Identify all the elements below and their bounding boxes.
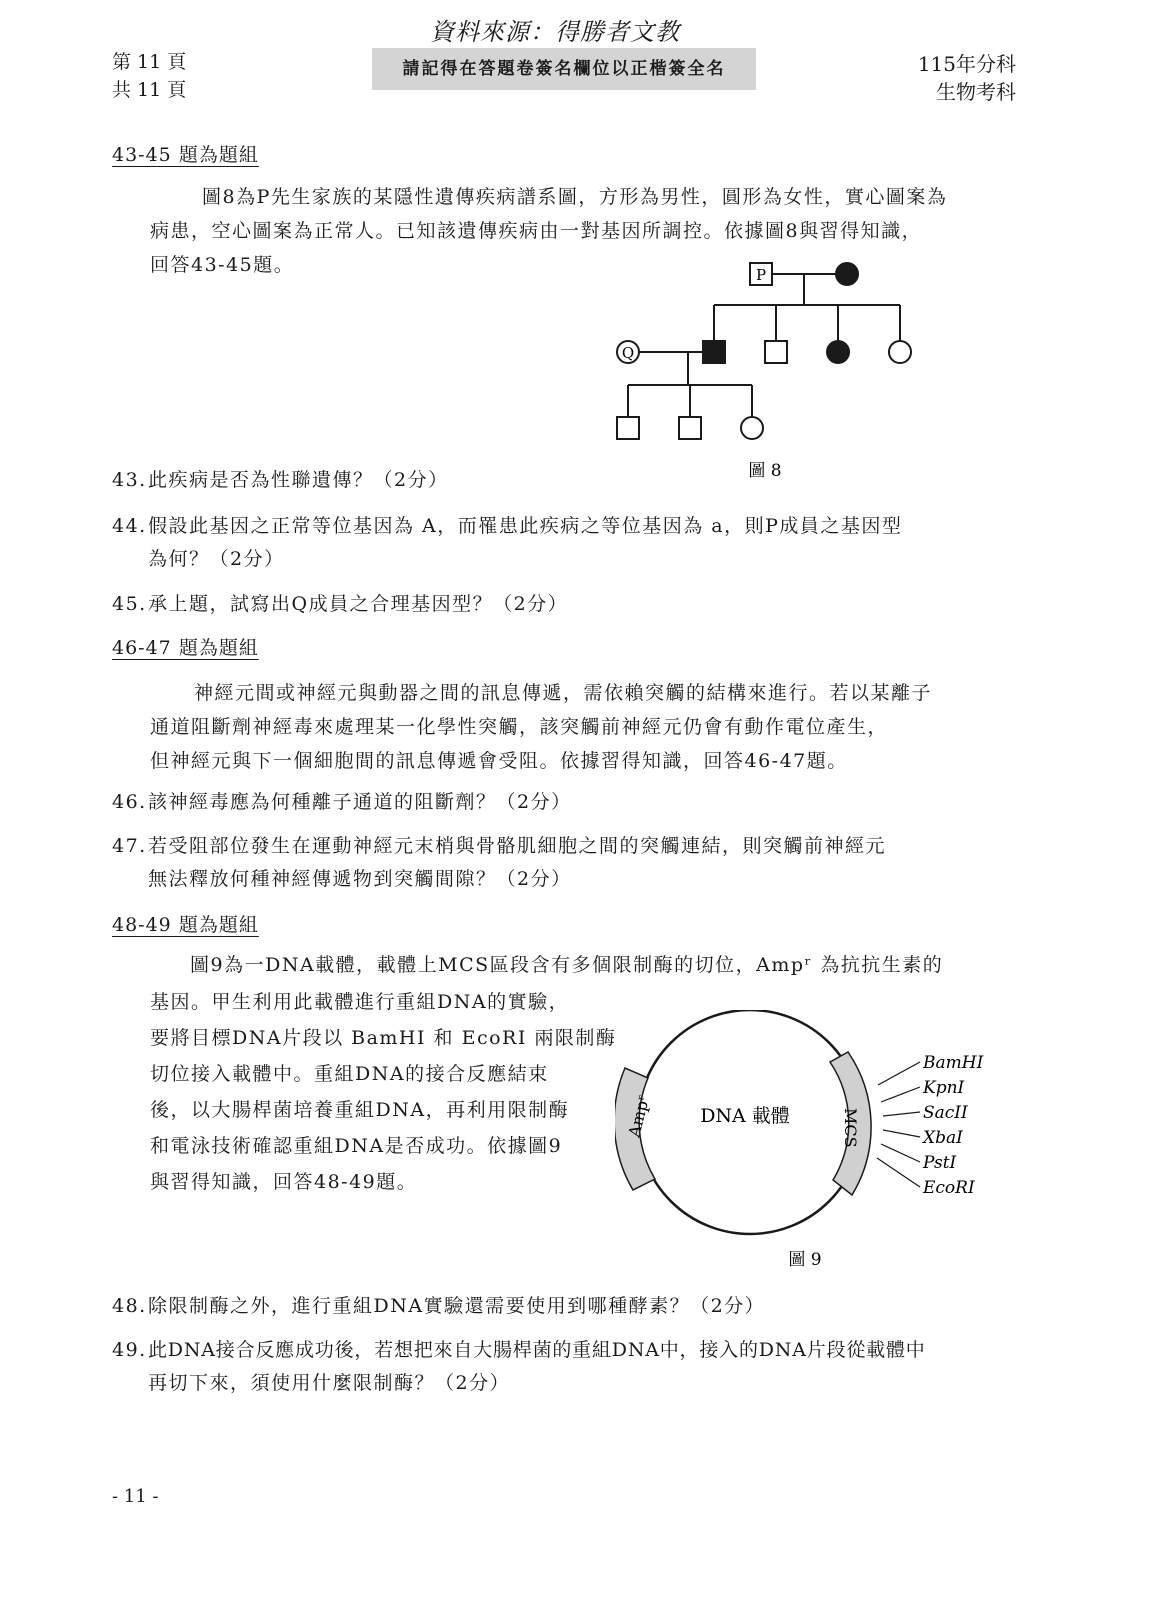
question-text: 承上題，試寫出Q成員之合理基因型？（2分） (148, 593, 569, 615)
question-text: 假設此基因之正常等位基因為 A，而罹患此疾病之等位基因為 a，則P成員之基因型 (148, 515, 903, 537)
question-43 (112, 464, 1022, 497)
group-title-46-47: 46-47 題為題組 (112, 637, 259, 659)
amp-label: Ampʳ (624, 1093, 654, 1139)
question-text: 再切下來，須使用什麼限制酶？（2分） (148, 1372, 511, 1394)
exam-line: 115年分科 (917, 52, 1016, 76)
pedigree-figure-8 (600, 255, 940, 485)
question-text: 若受阻部位發生在運動神經元末梢與骨骼肌細胞之間的突觸連結，則突觸前神經元 (148, 835, 887, 857)
pedigree-affected-male (703, 341, 725, 363)
plasmid-figure-9 (615, 1010, 1015, 1270)
exam-info (918, 50, 1016, 106)
intro-line: 回答43-45題。 (150, 254, 295, 276)
group-title-43-45: 43-45 題為題組 (112, 144, 259, 166)
source-note: 資料來源：得勝者文教 (430, 18, 680, 46)
intro-line: 神經元間或神經元與動器之間的訊息傳遞，需依賴突觸的結構來進行。若以某離子 (194, 682, 933, 704)
question-text: 此DNA接合反應成功後，若想把來自大腸桿菌的重組DNA中，接入的DNA片段從載體中 (148, 1339, 926, 1361)
question-text: 為何？（2分） (148, 548, 285, 570)
intro-line: 後，以大腸桿菌培養重組DNA，再利用限制酶 (150, 1099, 570, 1121)
pedigree-label-p: P (755, 266, 767, 284)
page-indicator (112, 48, 186, 104)
intro-line: 切位接入載體中。重組DNA的接合反應結束 (150, 1063, 549, 1085)
group-intro-46-47 (150, 676, 1030, 778)
intro-line: 通道阻斷劑神經毒來處理某一化學性突觸，該突觸前神經元仍會有動作電位產生， (150, 716, 889, 738)
group-intro-48-49 (150, 984, 620, 1200)
intro-line: 要將目標DNA片段以 BamHI 和 EcoRI 兩限制酶 (150, 1027, 617, 1049)
page-line: 第 11 頁 (112, 51, 187, 73)
subject-line: 生物考科 (936, 80, 1016, 104)
figure-9-caption: 圖 9 (788, 1250, 822, 1270)
plasmid-center-label: DNA 載體 (700, 1105, 790, 1127)
intro-line: 和電泳技術確認重組DNA是否成功。依據圖9 (150, 1135, 563, 1157)
question-text: 該神經毒應為何種離子通道的阻斷劑？（2分） (148, 791, 572, 813)
intro-line: 基因。甲生利用此載體進行重組DNA的實驗， (150, 991, 570, 1013)
question-49 (112, 1334, 1032, 1400)
site-xbai: XbaI (923, 1128, 963, 1148)
intro-line: 病患，空心圖案為正常人。已知該遺傳疾病由一對基因所調控。依據圖8與習得知識， (150, 220, 923, 242)
question-number: 48. (112, 1295, 147, 1317)
question-number: 47. (112, 835, 147, 857)
signature-banner: 請記得在答題卷簽名欄位以正楷簽全名 (372, 48, 756, 90)
group-title-48-49: 48-49 題為題組 (112, 914, 259, 936)
question-48 (112, 1290, 1022, 1323)
intro-line: 但神經元與下一個細胞間的訊息傳遞會受阻。依據習得知識，回答46-47題。 (150, 750, 848, 772)
figure-8-caption: 圖 8 (748, 461, 782, 481)
question-number: 46. (112, 791, 147, 813)
pedigree-affected-female-2 (827, 341, 849, 363)
page-number-footer: - 11 - (112, 1486, 159, 1507)
question-44 (112, 510, 1022, 576)
question-47 (112, 830, 1022, 896)
question-number: 43. (112, 469, 147, 491)
question-45 (112, 588, 1022, 621)
question-text: 無法釋放何種神經傳遞物到突觸間隙？（2分） (148, 868, 572, 890)
total-pages-line: 共 11 頁 (112, 79, 187, 101)
pedigree-affected-female (836, 263, 858, 285)
site-ecori: EcoRI (923, 1178, 975, 1198)
site-sacii: SacII (923, 1103, 968, 1123)
question-46 (112, 786, 1022, 819)
question-number: 49. (112, 1339, 147, 1361)
mcs-label: MCS (841, 1108, 860, 1148)
site-bamhi: BamHI (923, 1053, 984, 1073)
site-psti: PstI (923, 1153, 957, 1173)
question-number: 44. (112, 515, 147, 537)
site-kpni: KpnI (923, 1078, 965, 1098)
question-number: 45. (112, 593, 147, 615)
pedigree-label-q: Q (621, 344, 635, 362)
intro-line: 與習得知識，回答48-49題。 (150, 1171, 418, 1193)
intro-line: 圖8為P先生家族的某隱性遺傳疾病譜系圖，方形為男性，圓形為女性，實心圖案為 (202, 186, 948, 208)
pedigree-normal-female (889, 341, 911, 363)
intro-first-line-48-49: 圖9為一DNA載體，載體上MCS區段含有多個限制酶的切位，Ampʳ 為抗抗生素的 (190, 954, 944, 976)
question-text: 此疾病是否為性聯遺傳？（2分） (148, 469, 449, 491)
question-text: 除限制酶之外，進行重組DNA實驗還需要使用到哪種酵素？（2分） (148, 1295, 766, 1317)
pedigree-normal-male (765, 341, 787, 363)
